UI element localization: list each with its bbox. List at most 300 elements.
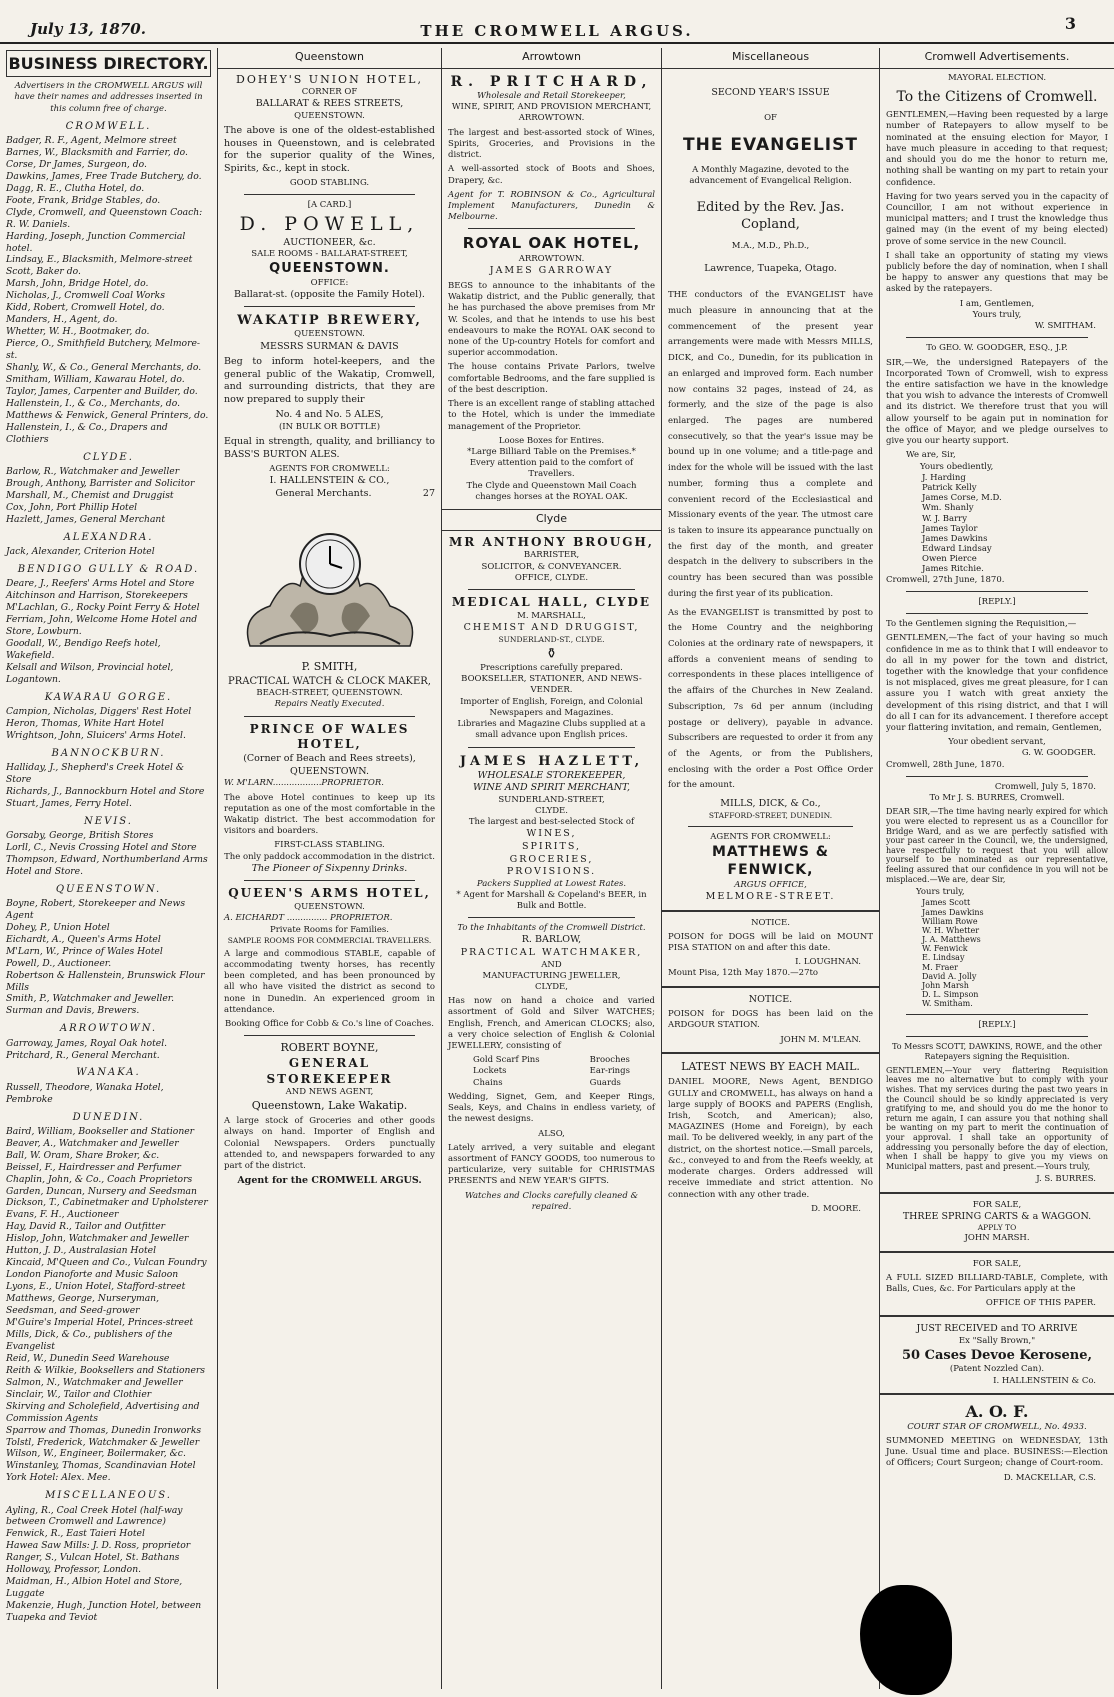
column-miscellaneous xyxy=(662,48,880,1689)
publisher-addr: STAFFORD-STREET, DUNEDIN. xyxy=(708,810,833,820)
signatories-list xyxy=(922,898,1108,1008)
reply-body: GENTLEMEN,—The fact of your having so much confidence in me as to think that I will endeavor to do all in my power for the town and district, together with the knowledge that your confidence is not misplaced, gives me great pleasure, for I can assure you I watch with great anxiety the development of this rising district, and that I will do all I can for its advancement. I therefore accept your flattering invitation, and remain, Gentlemen, xyxy=(886,633,1108,734)
ad-line: SUNDERLAND-STREET, xyxy=(498,794,605,805)
directory-town-heading: ARROWTOWN. xyxy=(59,1023,158,1035)
address-heading: To the Citizens of Cromwell. xyxy=(896,88,1098,105)
signatory-name: Patrick Kelly xyxy=(922,482,977,493)
ad-title: JAMES HAZLETT, xyxy=(459,753,644,769)
ad-line: BEACH-STREET, QUEENSTOWN. xyxy=(256,688,403,699)
ad-line: SOLICITOR, & CONVEYANCER. xyxy=(481,561,622,572)
ad-line: *Large Billiard Table on the Premises.* xyxy=(467,447,636,457)
ad-line: Every attention paid to the comfort of Travellers. xyxy=(469,458,634,480)
signatory-name: James Scott xyxy=(922,898,971,908)
notice-signature: JOHN M. M'LEAN. xyxy=(780,1034,861,1045)
directory-entry: Pierce, O., Smithfield Butchery, Melmore-st. xyxy=(6,338,201,362)
signatory-name: D. L. Simpson xyxy=(922,990,979,1000)
directory-entry: Beaver, A., Watchmaker and Jeweller xyxy=(6,1137,179,1149)
evangelist-degrees: M.A., M.D., Ph.D., xyxy=(731,241,810,252)
evangelist-desc: A Monthly Magazine, devoted to the advancement of Evangelical Religion. xyxy=(689,164,852,186)
ad-title: R. BARLOW, xyxy=(521,934,582,946)
ad-line: CLYDE. xyxy=(535,806,568,816)
ad-line: QUEENSTOWN. xyxy=(294,902,365,913)
evangelist-of: OF xyxy=(764,113,777,124)
directory-entry: York Hotel: Alex. Mee. xyxy=(6,1472,111,1484)
arrive-heading: JUST RECEIVED and TO ARRIVE xyxy=(916,1323,1078,1335)
directory-entry: Garden, Duncan, Nursery and Seedsman xyxy=(6,1185,197,1197)
ad-body: There is an excellent range of stabling attached to the Hotel, which is under the immediate management of the Proprietor. xyxy=(448,399,655,432)
pritchard-ad xyxy=(448,73,655,224)
directory-entry: Reith & Wilkie, Booksellers and Stationers xyxy=(6,1364,206,1376)
jewellery-item: Ear-rings xyxy=(589,1066,630,1077)
directory-entry: Hutton, J. D., Australasian Hotel xyxy=(6,1245,157,1257)
evangelist-place: Lawrence, Tuapeka, Otago. xyxy=(704,262,837,274)
ad-line: W. M'LARN..................PROPRIETOR. xyxy=(224,778,384,789)
jewellery-item: Chains xyxy=(473,1077,503,1088)
ad-line: AND NEWS AGENT, xyxy=(285,1087,374,1098)
ad-body: Agent for T. ROBINSON & Co., Agricultural Implement Manufacturers, Dunedin & Melbourne. xyxy=(448,189,655,223)
notice-signature: I. LOUGHNAN. xyxy=(795,957,861,968)
queens-arms-ad xyxy=(224,886,435,1030)
signatory-name: James Corse, M.D. xyxy=(922,493,1002,504)
directory-entry: Halliday, J., Shepherd's Creek Hotel & Store xyxy=(6,761,185,785)
agents-street: MELMORE-STREET. xyxy=(705,891,836,902)
ad-line: To the Inhabitants of the Cromwell District. xyxy=(457,923,646,934)
signatory-name: Wm. Shanly xyxy=(922,503,974,514)
signatory-name: David A. Jolly xyxy=(922,971,977,981)
directory-entry: Pritchard, R., General Merchant. xyxy=(6,1049,160,1061)
letter-to: To Mr J. S. BURRES, Cromwell. xyxy=(929,793,1065,804)
directory-entry: Garroway, James, Royal Oak hotel. xyxy=(6,1037,168,1049)
ad-line: SAMPLE ROOMS FOR COMMERCIAL TRAVELLERS. xyxy=(227,935,432,945)
latest-news-heading: LATEST NEWS BY EACH MAIL. xyxy=(681,1059,860,1073)
aof-heading: A. O. F. xyxy=(965,1401,1029,1421)
letter-date: Cromwell, 27th June, 1870. xyxy=(886,574,1005,585)
sale-apply: APPLY TO xyxy=(977,1223,1017,1233)
directory-entry: Ranger, S., Vulcan Hotel, St. Bathans xyxy=(6,1552,180,1564)
directory-town-heading: BANNOCKBURN. xyxy=(51,747,166,759)
directory-entry: Taylor, James, Carpenter and Builder, do. xyxy=(6,385,198,397)
directory-entry: Hazlett, James, General Merchant xyxy=(6,513,166,525)
directory-entry: Hallenstein, I., & Co., Merchants, do. xyxy=(6,397,181,409)
issue-date: July 13, 1870. xyxy=(30,20,146,38)
directory-entry: Harding, Joseph, Junction Commercial hotel. xyxy=(6,230,186,254)
directory-entry: Hay, David R., Tailor and Outfitter xyxy=(6,1221,166,1233)
dohey-ad xyxy=(224,73,435,190)
notice-body: POISON for DOGS has been laid on the ARDGOUR STATION. xyxy=(668,1009,873,1031)
ad-line: BARRISTER, xyxy=(523,550,580,561)
directory-entry: Lindsay, E., Blacksmith, Melmore-street xyxy=(6,254,193,266)
directory-entry: London Pianoforte and Music Saloon xyxy=(6,1269,179,1281)
ad-line: QUEENSTOWN. xyxy=(294,110,365,121)
summons-signature: D. MACKELLAR, C.S. xyxy=(1003,1472,1096,1483)
ad-line: MESSRS SURMAN & DAVIS xyxy=(260,340,399,352)
directory-entry: Surman and Davis, Brewers. xyxy=(6,1005,140,1017)
letter-close: I am, Gentlemen, xyxy=(959,298,1035,309)
ad-line: OFFICE: xyxy=(310,277,349,288)
ad-title: DOHEY'S UNION HOTEL, xyxy=(236,72,423,86)
letter-close: Yours truly, xyxy=(972,309,1022,320)
ad-line: CLYDE, xyxy=(535,981,568,992)
ad-line: Loose Boxes for Entires. xyxy=(498,435,605,446)
ad-line: The Clyde and Queenstown Mail Coach changes horses at the ROYAL OAK. xyxy=(466,480,637,502)
directory-entry: Robertson & Hallenstein, Brunswick Flour Mills xyxy=(6,969,205,993)
agents-office: ARGUS OFFICE, xyxy=(734,879,807,890)
directory-entry: Holloway, Professor, London. xyxy=(6,1564,142,1576)
directory-sections xyxy=(6,120,211,1624)
signatories-list xyxy=(922,473,1108,575)
directory-town-heading: CLYDE. xyxy=(83,451,134,463)
directory-entry: Eichardt, A., Queen's Arms Hotel xyxy=(6,933,161,945)
notice-body: POISON for DOGS will be laid on MOUNT PISA STATION on and after this date. xyxy=(668,931,873,953)
directory-entry: Matthews & Fenwick, General Printers, do. xyxy=(6,409,209,421)
directory-entry: Salmon, N., Watchmaker and Jeweller xyxy=(6,1376,183,1388)
items-right xyxy=(590,1055,630,1089)
ad-line: AGENTS FOR CROMWELL: xyxy=(269,464,390,475)
directory-entry: Wrightson, John, Sluicers' Arms Hotel. xyxy=(6,729,186,741)
ad-title: ROBERT BOYNE, xyxy=(280,1041,379,1055)
directory-entry: Mills, Dick, & Co., publishers of the Evangelist xyxy=(6,1328,173,1352)
letter-to: To GEO. W. GOODGER, ESQ., J.P. xyxy=(926,343,1068,354)
directory-entry: Skirving and Scholefield, Advertising and Commission Agents xyxy=(6,1400,200,1424)
goods-item: GROCERIES, xyxy=(509,853,594,865)
reply-signature: G. W. GOODGER. xyxy=(1021,748,1096,759)
directory-entry: Marsh, John, Bridge Hotel, do. xyxy=(6,278,149,290)
signatory-name: James Dawkins xyxy=(922,533,988,544)
jewellery-item: Brooches xyxy=(589,1055,630,1066)
ad-body: A large and commodious STABLE, capable of accommodating twenty horses, has recently been completed, and has been pronounced by all who have visited the district as second to none in Dunedin. An experienced groom in attendance. xyxy=(224,948,435,1015)
directory-entry: Thompson, Edward, Northumberland Arms Hotel and Store. xyxy=(6,853,208,877)
ad-line: SUNDERLAND-ST., CLYDE. xyxy=(498,634,605,644)
ad-line: CORNER OF xyxy=(301,87,358,98)
jewellery-item: Guards xyxy=(589,1077,621,1088)
directory-entry: Dohey, P., Union Hotel xyxy=(6,921,110,933)
letter-signature: W. SMITHAM. xyxy=(1034,321,1096,332)
reply-heading: [REPLY.] xyxy=(978,1019,1016,1030)
jewellery-items xyxy=(448,1055,655,1089)
arrive-ship: Ex "Sally Brown," xyxy=(958,1335,1036,1346)
directory-entry: Lorll, C., Nevis Crossing Hotel and Store xyxy=(6,841,197,853)
hazlett-ad xyxy=(448,753,655,913)
agents-name: MATTHEWS & FENWICK, xyxy=(712,843,829,879)
masthead xyxy=(0,0,1114,44)
letter-body: I shall take an opportunity of stating my views publicly before the day of nomination, when I shall be happy to answer any questions that may be asked by the ratepayers. xyxy=(886,250,1108,295)
ad-title: ROYAL OAK HOTEL, xyxy=(462,234,641,253)
ad-line: WINE, SPIRIT, AND PROVISION MERCHANT, xyxy=(451,102,652,113)
evangelist-title: THE EVANGELIST xyxy=(683,135,858,156)
ad-line xyxy=(224,488,435,501)
directory-town-heading: MISCELLANEOUS. xyxy=(45,1490,172,1502)
ad-line: A. EICHARDT ............... PROPRIETOR. xyxy=(224,913,393,924)
ad-line: The largest and best-selected Stock of xyxy=(468,817,635,828)
directory-entry: Gorsaby, George, British Stores xyxy=(6,829,154,841)
jewellery-item: Lockets xyxy=(473,1066,507,1077)
ad-line: Queenstown, Lake Wakatip. xyxy=(251,1098,408,1112)
directory-entry: Brough, Anthony, Barrister and Solicitor xyxy=(6,477,195,489)
directory-entry: Powell, D., Auctioneer. xyxy=(6,957,112,969)
directory-entry: Hawea Saw Mills: J. D. Ross, proprietor xyxy=(6,1540,191,1552)
directory-entry: Dickson, T., Cabinetmaker and Upholsterer xyxy=(6,1197,208,1209)
letter-body: Having for two years served you in the capacity of Councillor, I am not without experience in municipal matters; and I trust the knowledge thus gained may (in the event of my being elected) prove of some service in the new Council. xyxy=(886,191,1108,247)
directory-entry: Goodall, W., Bendigo Reefs hotel, Wakefield. xyxy=(6,637,161,661)
reply-close: Your obedient servant, xyxy=(948,737,1046,748)
signatory-name: J. Harding xyxy=(922,472,966,483)
ad-line: FIRST-CLASS STABLING. xyxy=(274,840,385,851)
signatory-name: J. A. Matthews xyxy=(922,935,981,945)
directory-entry: M'Lachlan, G., Rocky Point Ferry & Hotel xyxy=(6,601,200,613)
ad-title: MR ANTHONY BROUGH, xyxy=(449,534,654,549)
ad-body: The above is one of the oldest-established houses in Queenstown, and is celebrated for the superior quality of the Wines, Spirits, &c., kept in stock. xyxy=(224,125,435,174)
ad-body: A large stock of Groceries and other goods always on hand. Importer of English and Colonial Newspapers. Orders punctually attended to, and newspapers forwarded to any part of the district. xyxy=(224,1116,435,1172)
directory-entry: Scott, Baker do. xyxy=(6,266,81,278)
sale-office: OFFICE OF THIS PAPER. xyxy=(985,1298,1096,1309)
section-heading-clyde: Clyde xyxy=(442,509,661,531)
directory-town-heading: DUNEDIN. xyxy=(72,1111,145,1123)
directory-entry: Ball, W. Oram, Share Broker, &c. xyxy=(6,1149,160,1161)
ad-title: WAKATIP BREWERY, xyxy=(237,313,422,329)
directory-entry: Corse, Dr James, Surgeon, do. xyxy=(6,158,147,170)
ad-line: (IN BULK OR BOTTLE) xyxy=(278,421,381,432)
directory-entry: Barnes, W., Blacksmith and Farrier, do. xyxy=(6,146,188,158)
column-heading: Miscellaneous xyxy=(662,48,879,69)
column-cromwell-ads xyxy=(880,48,1114,1689)
sale-heading: FOR SALE, xyxy=(972,1258,1022,1269)
ad-line: QUEENSTOWN. xyxy=(289,765,370,777)
ad-line: BOOKSELLER, STATIONER, AND NEWS-VENDER. xyxy=(461,674,642,696)
ad-line: Packers Supplied at Lowest Rates. xyxy=(476,878,627,889)
ad-body: Wedding, Signet, Gem, and Keeper Rings, Seals, Keys, and Chains in endless variety, of the newest designs. xyxy=(448,1091,655,1125)
jewellery-item: Gold Scarf Pins xyxy=(473,1055,540,1066)
ad-line: Prescriptions carefully prepared. xyxy=(480,663,623,674)
sale-heading: FOR SALE, xyxy=(972,1199,1022,1210)
medical-hall-ad xyxy=(448,595,655,741)
powell-ad xyxy=(224,200,435,301)
letter-body: GENTLEMEN,—Having been requested by a large number of Ratepayers to allow myself to be nominated at the ensuing election for Mayor, I have much pleasure in acceding to that request; and should you do me the honor to return me, nothing shall be wanting on my part to retain your confidence. xyxy=(886,110,1108,188)
letter-close: We are, Sir, xyxy=(906,450,956,461)
ad-line: I. HALLENSTEIN & CO., xyxy=(269,475,390,487)
ad-line: [A CARD.] xyxy=(307,200,352,211)
ad-line: AND xyxy=(541,959,562,970)
ad-line: ALSO, xyxy=(538,1128,565,1139)
royal-oak-ad xyxy=(448,234,655,503)
ad-footer: GOOD STABLING. xyxy=(289,178,370,189)
ad-line: OFFICE, CLYDE. xyxy=(514,572,589,583)
directory-entry: Matthews, George, Nurseryman, Seedsman, and Seed-grower xyxy=(6,1293,160,1317)
notice-heading: NOTICE. xyxy=(751,917,790,928)
directory-town-heading: QUEENSTOWN. xyxy=(55,883,162,895)
directory-entry: Kidd, Robert, Cromwell Hotel, do. xyxy=(6,302,165,314)
arrive-item: 50 Cases Devoe Kerosene, xyxy=(901,1348,1093,1364)
directory-town-heading: NEVIS. xyxy=(84,815,133,827)
evangelist-body: As the EVANGELIST is transmitted by post to the Home Country and the neighboring Colonies at the ordinary rate of newspapers, it affords a convenient means of sending to correspondents in these places intelligence of the affairs of the Churches in New Zealand. Subscription, 7s 6d per annum (including postage or delivery), payable in advance. Subscribers are requested to order it from any of the Agents, or from the Publishers, enclosing with the order a Post Office Order for the amount. xyxy=(668,607,873,791)
column-heading: Cromwell Advertisements. xyxy=(880,48,1114,69)
column-heading: Arrowtown xyxy=(442,48,661,69)
sale-name: JOHN MARSH. xyxy=(964,1233,1030,1244)
signatory-name: E. Lindsay xyxy=(922,953,965,963)
summons-body: SUMMONED MEETING on WEDNESDAY, 13th June. Usual time and place. BUSINESS:—Election of Officers; Court Surgeon; change of Court-room. xyxy=(886,1436,1108,1469)
ad-footer: Watches and Clocks carefully cleaned & repaired. xyxy=(464,1190,639,1212)
signatory-name: Owen Pierce xyxy=(922,554,977,565)
ad-line: No. 4 and No. 5 ALES, xyxy=(275,409,384,421)
ornate-clock-illustration xyxy=(230,506,430,654)
arrive-signature: I. HALLENSTEIN & Co. xyxy=(993,1375,1096,1386)
directory-entry: Makenzie, Hugh, Junction Hotel, between Tuapeka and Teviot xyxy=(6,1600,202,1624)
ad-title: R. PRITCHARD, xyxy=(450,73,653,90)
signatory-name: Edward Lindsay xyxy=(922,544,992,555)
directory-entry: Barlow, R., Watchmaker and Jeweller xyxy=(6,465,180,477)
ad-line: (Corner of Beach and Rees streets), xyxy=(243,753,416,765)
brough-ad xyxy=(448,535,655,584)
signatory-name: William Rowe xyxy=(922,916,978,926)
directory-heading: BUSINESS DIRECTORY. xyxy=(6,50,211,77)
ad-line: Importer of English, Foreign, and Colonial Newspapers and Magazines. xyxy=(460,696,643,718)
directory-entry: M'Guire's Imperial Hotel, Princes-street xyxy=(6,1316,194,1328)
directory-entry: Maidman, H., Albion Hotel and Store, Luggate xyxy=(6,1576,183,1600)
boyne-ad xyxy=(224,1041,435,1188)
directory-entry: Cox, John, Port Phillip Hotel xyxy=(6,501,138,513)
directory-town-heading: WANAKA. xyxy=(76,1067,141,1079)
ad-line: The Pioneer of Sixpenny Drinks. xyxy=(251,862,408,874)
ad-line: Ballarat-st. (opposite the Family Hotel). xyxy=(234,288,425,300)
smith-ad xyxy=(224,660,435,710)
signatory-name: M. Fraer xyxy=(922,962,958,972)
ad-line: ARROWTOWN. xyxy=(518,254,585,265)
reply-heading: [REPLY.] xyxy=(978,596,1016,607)
ad-body: A well-assorted stock of Boots and Shoes, Drapery, &c. xyxy=(448,164,655,186)
ad-line: BALLARAT & REES STREETS, xyxy=(255,98,404,110)
directory-entry: Nicholas, J., Cromwell Coal Works xyxy=(6,290,165,302)
directory-entry: Hallenstein, I., & Co., Drapers and Clothiers xyxy=(6,421,168,445)
ad-line: Repairs Neatly Executed. xyxy=(274,699,385,710)
ad-line: M. MARSHALL, xyxy=(517,610,586,621)
directory-entry: Marshall, M., Chemist and Druggist xyxy=(6,489,174,501)
letter-date: Cromwell, July 5, 1870. xyxy=(994,781,1096,792)
mortar-icon: ⚱ xyxy=(545,645,558,662)
signatory-name: James Taylor xyxy=(922,523,978,534)
ad-line: SALE ROOMS - BALLARAT-STREET, xyxy=(251,249,408,260)
directory-entry: Chaplin, John, & Co., Coach Proprietors xyxy=(6,1173,193,1185)
ad-line: Wholesale and Retail Storekeeper, xyxy=(477,90,626,101)
election-heading: MAYORAL ELECTION. xyxy=(947,72,1047,83)
arrive-sub: (Patent Nozzled Can). xyxy=(949,1364,1045,1375)
reply-to: To Messrs SCOTT, DAWKINS, ROWE, and the other Ratepayers signing the Requisition. xyxy=(892,1041,1102,1062)
directory-entry: Smith, P., Watchmaker and Jeweller. xyxy=(6,993,175,1005)
publisher-name: MILLS, DICK, & Co., xyxy=(720,798,821,810)
directory-entry: Ferriam, John, Welcome Home Hotel and Store, Lowburn. xyxy=(6,613,198,637)
prince-ad xyxy=(224,722,435,876)
ad-body: BEGS to announce to the inhabitants of the Wakatip district, and the Public generally, that he has purchased the above premises from Mr W. Scoles, and that he intends to use his best endeavours to make the ROYAL OAK second to none of the Up-country Hotels for comfort and superior accommodation. xyxy=(448,280,655,359)
goods-item: PROVISIONS. xyxy=(506,866,597,878)
directory-entry: Kelsall and Wilson, Provincial hotel, Logantown. xyxy=(6,661,174,685)
directory-town-heading: ALEXANDRA. xyxy=(63,531,154,543)
directory-entry: Foote, Frank, Bridge Stables, do. xyxy=(6,194,161,206)
directory-entry: Dagg, R. E., Clutha Hotel, do. xyxy=(6,182,145,194)
signatory-name: John Marsh xyxy=(922,981,969,991)
directory-entry: Wilson, W., Engineer, Boilermaker, &c. xyxy=(6,1448,186,1460)
signatory-name: W. J. Barry xyxy=(922,513,968,524)
signatory-name: James Dawkins xyxy=(922,907,984,917)
directory-entry: Sparrow and Thomas, Dunedin Ironworks xyxy=(6,1424,202,1436)
directory-entry: Tolstl, Frederick, Watchmaker & Jeweller xyxy=(6,1436,200,1448)
ad-body: The above Hotel continues to keep up its reputation as one of the most comfortable in the Wakatip district. The best accommodation for visitors and boarders. xyxy=(224,792,435,837)
reply-signature: J. S. BURRES. xyxy=(1036,1174,1096,1185)
ad-body: Equal in strength, quality, and brilliancy to BASS'S BURTON ALES. xyxy=(224,436,435,460)
ad-line: General Merchants. xyxy=(275,487,372,499)
directory-entry: Beissel, F., Hairdresser and Perfumer xyxy=(6,1161,181,1173)
reply-body: GENTLEMEN,—Your very flattering Requisition leaves me no alternative but to comply with your wishes. That my services during the past two years in the Council should be so kindly appreciated is very gratifying to me, and should you do me the honor to return me again, I can assure you that nothing shall be wanting on my part to merit the continuation of your approval. I shall take an opportunity of addressing you personally before the day of election, when I shall be happy to give you my views on Municipal matters, past and present.—Yours truly, xyxy=(886,1065,1108,1171)
goods-item: SPIRITS, xyxy=(521,840,582,852)
directory-entry: Baird, William, Bookseller and Stationer xyxy=(6,1125,195,1137)
ad-line: * Agent for Marshall & Copeland's BEER, in Bulk and Bottle. xyxy=(456,889,647,911)
directory-entry: Heron, Thomas, White Hart Hotel xyxy=(6,717,164,729)
page-number: 3 xyxy=(1064,14,1076,33)
sale-item: A FULL SIZED BILLIARD-TABLE, Complete, with Balls, Cues, &c. For Particulars apply at the xyxy=(886,1272,1108,1294)
ad-line: JAMES GARROWAY xyxy=(489,265,614,277)
ad-line: WHOLESALE STOREKEEPER, xyxy=(477,769,626,781)
reply-date: Cromwell, 28th June, 1870. xyxy=(886,759,1005,770)
signatory-name: W. Smitham. xyxy=(922,999,973,1009)
ad-line: ARROWTOWN. xyxy=(518,113,585,124)
barlow-ad xyxy=(448,923,655,1213)
directory-entry: Clyde, Cromwell, and Queenstown Coach: R. W. Daniels. xyxy=(6,206,203,230)
directory-town-heading: KAWARAU GORGE. xyxy=(44,691,173,703)
ad-line: MANUFACTURING JEWELLER, xyxy=(482,970,621,981)
directory-town-heading: CROMWELL. xyxy=(65,120,152,132)
ad-footer: Agent for the CROMWELL ARGUS. xyxy=(237,1175,422,1187)
goods-item: WINES, xyxy=(526,828,577,840)
column-heading: Queenstown xyxy=(218,48,441,69)
directory-entry: Shanly, W., & Co., General Merchants, do. xyxy=(6,362,202,374)
directory-entry: M'Larn, W., Prince of Wales Hotel xyxy=(6,945,163,957)
directory-entry: Smitham, William, Kawarau Hotel, do. xyxy=(6,374,185,386)
ad-title: PRINCE OF WALES HOTEL, xyxy=(249,721,410,752)
letter-body: SIR,—We, the undersigned Ratepayers of the Incorporated Town of Cromwell, wish to express the entire satisfaction we have in the knowledge that you wish to advance the interests of Cromwell and its district. We therefore trust that you will allow yourself to be again put in nomination for the office of Mayor, and we pledge ourselves to give you our hearty support. xyxy=(886,357,1108,447)
latest-news-signature: D. MOORE. xyxy=(811,1203,861,1214)
agents-heading: AGENTS FOR CROMWELL: xyxy=(710,831,831,842)
newspaper-title: THE CROMWELL ARGUS. xyxy=(420,22,694,40)
column-queenstown xyxy=(218,48,442,1689)
directory-entry: Jack, Alexander, Criterion Hotel xyxy=(6,545,155,557)
ad-line: AUCTIONEER, &c. xyxy=(283,236,376,248)
signatory-name: W. Fenwick xyxy=(922,944,968,954)
ad-title: D. POWELL, xyxy=(239,212,420,235)
items-left xyxy=(473,1055,540,1089)
notice-date: Mount Pisa, 12th May 1870.—27to xyxy=(668,968,819,979)
directory-notice: Advertisers in the CROMWELL ARGUS will have their names and addresses inserted in this column free of charge. xyxy=(14,81,203,114)
ad-line: PRACTICAL WATCHMAKER, xyxy=(460,946,643,958)
directory-entry: Evans, F. H., Auctioneer xyxy=(6,1209,119,1221)
ad-body: The house contains Private Parlors, twelve comfortable Bedrooms, and the fare supplied is of the best description. xyxy=(448,362,655,395)
evangelist-body: THE conductors of the EVANGELIST have much pleasure in announcing that at the commencement of the present year arrangements were made with Messrs MILLS, DICK, and Co., Dunedin, for its publication in an enlarged and improved form. Each number now contains 32 pages, instead of 24, as formerly, and the size of the page is also enlarged. The pages are numbered consecutively, so that the year's issue may be bound up in one volume; and a title-page and index for the whole will be issued with the last number, forming thus a complete and convenient record of the Ecclesiastical and Missionary events of the year. The utmost care is taken to insure its appearance punctually on the first day of the month, and greater despatch in the delivery to subscribers in the country has been secured than was possible during the first year of its publication. xyxy=(668,290,873,599)
sale-item: THREE SPRING CARTS & a WAGGON. xyxy=(902,1210,1092,1222)
goods-list xyxy=(448,828,655,878)
court-heading: COURT STAR OF CROMWELL, No. 4933. xyxy=(907,1421,1087,1432)
column-arrowtown xyxy=(442,48,662,1689)
ad-line: The only paddock accommodation in the district. xyxy=(224,851,435,862)
directory-entry: Whetter, W. H., Bootmaker, do. xyxy=(6,326,150,338)
ad-line: Private Rooms for Families. xyxy=(269,924,389,935)
ad-title: MEDICAL HALL, CLYDE xyxy=(451,595,652,610)
directory-entry: Winstanley, Thomas, Scandinavian Hotel xyxy=(6,1460,196,1472)
directory-entry: Hislop, John, Watchmaker and Jeweller xyxy=(6,1233,189,1245)
ad-body: Lately arrived, a very suitable and elegant assortment of FANCY GOODS, too numerous to particularize, very suitable for CHRISTMAS PRESENTS and NEW YEAR'S GIFTS. xyxy=(448,1142,655,1187)
directory-entry: Dawkins, James, Free Trade Butchery, do. xyxy=(6,170,202,182)
column-business-directory xyxy=(0,48,218,1689)
directory-entry: Deare, J., Reefers' Arms Hotel and Store xyxy=(6,578,195,590)
directory-entry: Sinclair, W., Tailor and Clothier xyxy=(6,1388,152,1400)
signatory-name: James Ritchie. xyxy=(922,564,984,575)
ad-line: GENERAL STOREKEEPER xyxy=(266,1055,393,1086)
ad-line: WINE AND SPIRIT MERCHANT, xyxy=(472,782,630,794)
